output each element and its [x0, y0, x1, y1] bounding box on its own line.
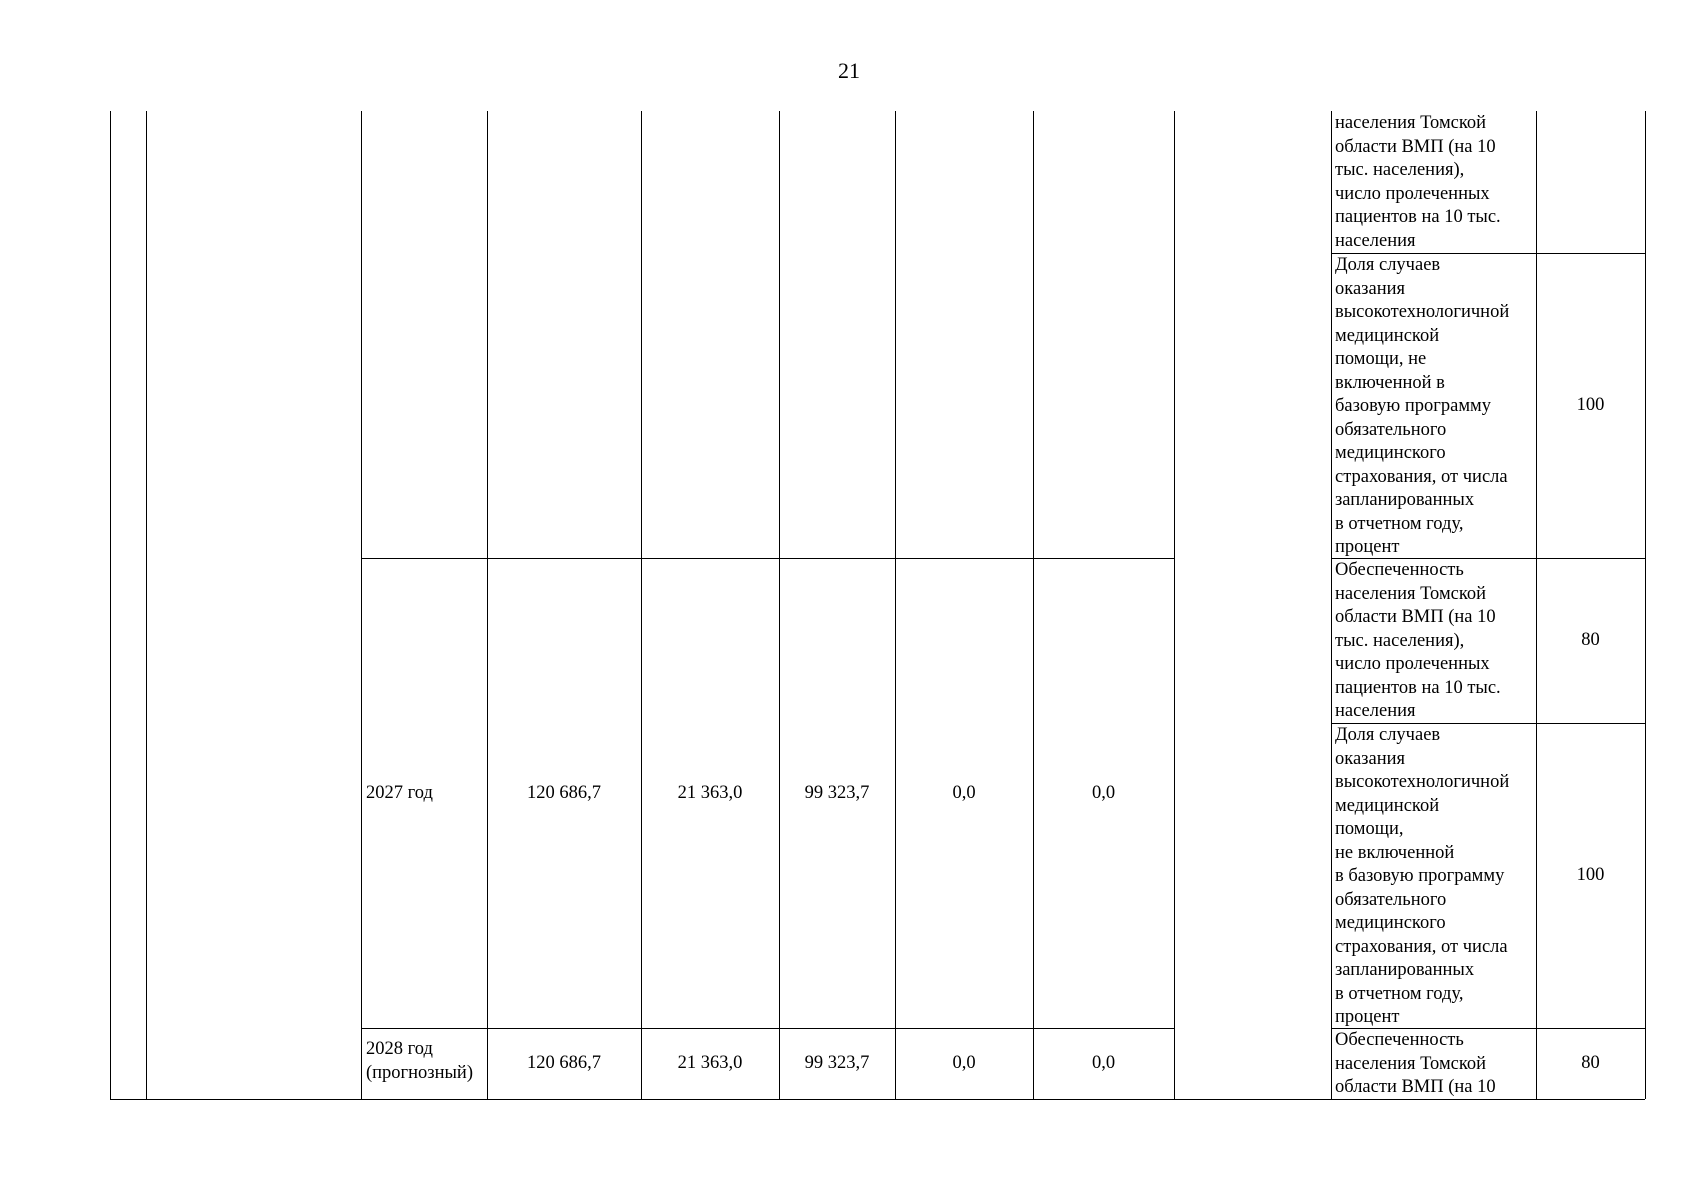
extra-2027: 0,0 — [1091, 782, 1116, 803]
regional-2028: 99 323,7 — [804, 1053, 870, 1074]
indicator-share-2027: Доля случаев оказания высокотехнологичной медицинской помощи, не включенной в базовую программу обязательного медицинского страхования, от числа запланированных в отчетном году, процент — [1335, 725, 1510, 1027]
table-border-bottom — [110, 1099, 1645, 1100]
indicator-share-value-2027: 100 — [1576, 865, 1605, 886]
page-number: 21 — [838, 58, 860, 83]
year-2027: 2027 год — [366, 782, 433, 803]
indicator-supply-continuation: населения Томской области ВМП (на 10 тыс. населения), число пролеченных пациентов на 10 тыс. населения — [1335, 113, 1501, 251]
local-2028: 0,0 — [952, 1053, 976, 1074]
column-divider — [1174, 111, 1175, 1099]
table-border-right — [1645, 111, 1646, 1099]
indicator-supply-2027: Обеспеченность населения Томской области ВМП (на 10 тыс. населения), число пролеченных пациентов на 10 тыс. населения — [1335, 560, 1501, 721]
indicator-supply-value-2028: 80 — [1581, 1053, 1600, 1074]
indicator-share-text: Доля случаев оказания высокотехнологичной медицинской помощи, не включенной в базовую программу обязательного медицинского страхования, от числа запланированных в отчетном году, процент — [1335, 255, 1510, 557]
extra-2028: 0,0 — [1091, 1053, 1116, 1074]
table-border-left — [110, 111, 111, 1099]
total-2028: 120 686,7 — [527, 1053, 601, 1074]
indicator-supply-value-2027: 80 — [1581, 630, 1600, 651]
column-divider — [146, 111, 147, 1099]
federal-2027: 21 363,0 — [677, 782, 743, 803]
federal-2028: 21 363,0 — [677, 1053, 743, 1074]
indicator-share-value: 100 — [1576, 395, 1605, 416]
total-2027: 120 686,7 — [527, 782, 601, 803]
year-2028: 2028 год (прогнозный) — [366, 1039, 473, 1083]
indicator-supply-2028: Обеспеченность населения Томской области ВМП (на 10 — [1335, 1030, 1496, 1097]
local-2027: 0,0 — [952, 782, 976, 803]
regional-2027: 99 323,7 — [804, 782, 870, 803]
